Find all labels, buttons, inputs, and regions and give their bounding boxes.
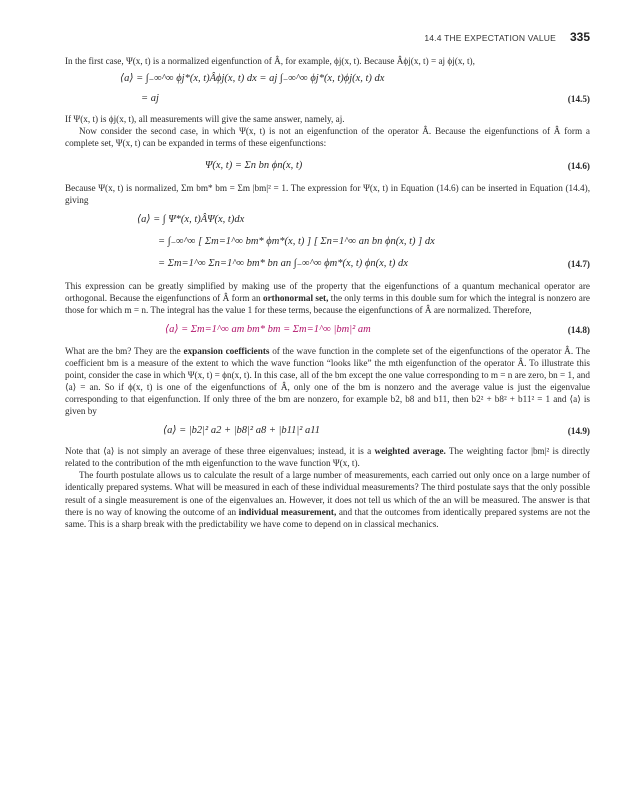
term-orthonormal-set: orthonormal set, (262, 293, 329, 304)
running-head (300, 28, 590, 46)
page-number: 335 (569, 30, 590, 44)
equation-14-5-body-b: = aj (141, 93, 159, 105)
equation-14-7-body-b: = ∫₋∞^∞ [ Σm=1^∞ bm* ϕm*(x, t) ] [ Σn=1^∞ an bn ϕn(x, t) ] dx (158, 235, 435, 247)
equation-14-9 (65, 425, 590, 437)
equation-14-6-body: Ψ(x, t) = Σn bn ϕn(x, t) (205, 159, 303, 171)
term-individual-measurement: individual measurement, (238, 506, 337, 517)
equation-14-8 (65, 324, 590, 336)
paragraph-second-case: Now consider the second case, in which Ψ(x, t) is not an eigenfunction of the operator Â. Because the eigenfunctions of Â form a complete set, Ψ(x, t) can be expanded in terms of these eigenfunctions: (65, 126, 590, 149)
running-head-title: 14.4 THE EXPECTATION VALUE (424, 33, 556, 43)
paragraph-fourth-postulate (65, 469, 590, 529)
equation-14-5-number: (14.5) (567, 94, 590, 105)
term-weighted-average: weighted average. (374, 446, 446, 457)
page-body (65, 55, 590, 530)
paragraph-fourth-a: The fourth postulate allows us to calculate the result of a large number of measurements, each carried out only once on a large number of identically prepared systems. What will be measured in each of these individual measurements? The third postulate says that the only possible result of a single measurement is one of the eigenvalues an. However, it does not tell us which of the an will be measured. The answer is that there is no way of knowing the outcome of an (65, 470, 590, 517)
paragraph-expansion-a: What are the bm? They are the (65, 345, 184, 356)
equation-14-7-number: (14.7) (567, 259, 590, 270)
term-expansion-coefficients: expansion coefficients (183, 345, 270, 356)
equation-14-5-body-a: ⟨a⟩ = ∫₋∞^∞ ϕj*(x, t)Âϕj(x, t) dx = aj ∫₋∞^∞ ϕj*(x, t)ϕj(x, t) dx (120, 73, 385, 85)
paragraph-weighted-b: The weighting factor |bm|² is directly related to the contribution of the mth eigenfunction to the wave function Ψ(x, t). (65, 446, 590, 469)
paragraph-weighted-average (65, 445, 590, 469)
equation-14-8-body: ⟨a⟩ = Σm=1^∞ am bm* bm = Σm=1^∞ |bm|² am (165, 324, 371, 336)
equation-14-5-line1 (65, 73, 590, 85)
paragraph-orthogonal-b: the only terms in this double sum for which the integral is nonzero are those for which m = n. The integral has the value 1 for these terms, because the eigenfunctions of Â are normalized. Therefore, (65, 293, 590, 316)
paragraph-orthogonal-a: This expression can be greatly simplified by making use of the property that the eigenfunctions of a quantum mechanical operator are orthogonal. Because the eigenfunctions of Â form an (65, 281, 590, 304)
equation-14-7-body-c: = Σm=1^∞ Σn=1^∞ bm* bn an ∫₋∞^∞ ϕm*(x, t) ϕn(x, t) dx (158, 258, 408, 270)
paragraph-first-case: In the first case, Ψ(x, t) is a normalized eigenfunction of Â, for example, ϕj(x, t). Because Âϕj(x, t) = aj ϕj(x, t), (65, 56, 475, 66)
equation-14-7-body-a: ⟨a⟩ = ∫ Ψ*(x, t)ÂΨ(x, t)dx (137, 213, 245, 225)
equation-14-7-line3 (65, 258, 590, 270)
equation-14-6-number: (14.6) (567, 160, 590, 171)
paragraph-orthogonal (65, 280, 590, 316)
equation-14-8-number: (14.8) (567, 325, 590, 336)
paragraph-fourth-b: and that the outcomes from identically prepared systems are not the same. This is a sharp break with the predictability we have come to depend on in classical mechanics. (65, 506, 590, 529)
paragraph-expansion-b: of the wave function in the complete set of the eigenfunctions of the operator Â. The coefficient bm is a measure of the extent to which the wave function “looks like” the mth eigenfunction of the operator Â. To illustrate this point, consider the case in which Ψ(x, t) = ϕn(x, t). In this case, all of the bm except the one value corresponding to m = n are zero, bn = 1, and ⟨a⟩ = an. So if ϕ(x, t) is one of the eigenfunctions of Â, only one of the bm is nonzero and the average value is just the eigenvalue corresponding to that eigenfunction. If only three of the bm are nonzero, for example b2, b8 and b11, then b2² + b8² + b11² = 1 and ⟨a⟩ is given by (65, 345, 590, 416)
paragraph-same-answer: If Ψ(x, t) is ϕj(x, t), all measurements will give the same answer, namely, aj. (65, 114, 345, 125)
equation-14-7-line2 (65, 236, 590, 248)
equation-14-5-line2 (65, 93, 590, 105)
equation-14-9-number: (14.9) (567, 426, 590, 437)
paragraph-weighted-a: Note that ⟨a⟩ is not simply an average of these three eigenvalues; instead, it is a (65, 446, 375, 457)
paragraph-expansion-coefficients (65, 345, 590, 418)
equation-14-6 (65, 160, 590, 172)
equation-14-9-body: ⟨a⟩ = |b2|² a2 + |b8|² a8 + |b11|² a11 (163, 425, 321, 437)
equation-14-7-line1 (65, 214, 590, 226)
paragraph-normalized: Because Ψ(x, t) is normalized, Σm bm* bm = Σm |bm|² = 1. The expression for Ψ(x, t) in Equation (14.6) can be inserted in Equation (14.4), giving (65, 182, 590, 205)
